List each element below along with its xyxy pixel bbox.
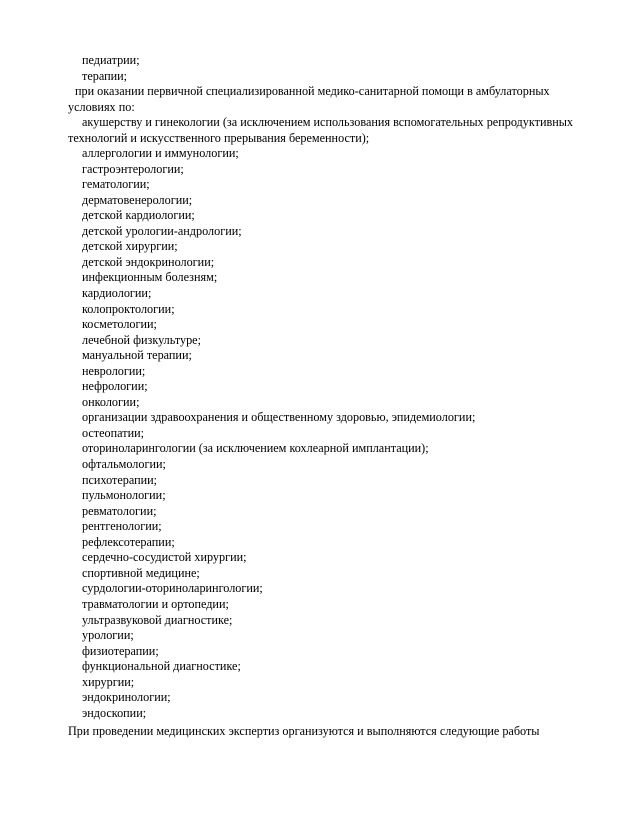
- list-item: аллергологии и иммунологии;: [82, 146, 239, 160]
- list-item: лечебной физкультуре;: [82, 332, 201, 347]
- list-item: физиотерапии;: [82, 643, 159, 658]
- list-item: дерматовенерологии;: [82, 192, 193, 207]
- list-item: детской хирургии;: [82, 239, 178, 254]
- list-item: рентгенологии;: [82, 519, 162, 534]
- section-intro-continued: условиях по:: [68, 100, 135, 114]
- list-item: инфекционным болезням;: [82, 270, 218, 285]
- list-item: кардиологии;: [82, 286, 152, 300]
- list-item: оториноларингологии (за исключением кохлеарной имплантации);: [82, 441, 429, 456]
- list-item: детской эндокринологии;: [82, 254, 215, 269]
- list-item: неврологии;: [82, 363, 146, 378]
- list-item: косметологии;: [82, 317, 157, 332]
- list-item: психотерапии;: [82, 472, 158, 487]
- list-item: сурдологии-оториноларингологии;: [82, 581, 263, 596]
- list-item: нефрологии;: [82, 379, 148, 394]
- list-item: гематологии;: [82, 177, 150, 192]
- list-item: урологии;: [82, 628, 134, 642]
- list-item: ревматологии;: [82, 503, 157, 518]
- list-item: акушерству и гинекологии (за исключением использования вспомогательных репродуктивных: [82, 115, 574, 129]
- list-item: функциональной диагностике;: [82, 659, 241, 674]
- text-line: педиатрии;: [82, 53, 140, 67]
- list-item: сердечно-сосудистой хирургии;: [82, 550, 247, 565]
- list-item: спортивной медицине;: [82, 565, 200, 580]
- list-item: гастроэнтерологии;: [82, 161, 184, 176]
- list-item: детской урологии-андрологии;: [82, 223, 242, 238]
- text-line: терапии;: [82, 69, 128, 83]
- list-item: травматологии и ортопедии;: [82, 597, 229, 611]
- list-item: онкологии;: [82, 394, 140, 409]
- list-item: рефлексотерапии;: [82, 534, 175, 549]
- section-intro: при оказании первичной специализированной медико-санитарной помощи в амбулаторных: [75, 84, 550, 98]
- list-item-continued: технологий и искусственного прерывания беременности);: [68, 131, 370, 145]
- list-item: организации здравоохранения и общественному здоровью, эпидемиологии;: [82, 410, 476, 425]
- list-item: эндокринологии;: [82, 690, 171, 705]
- list-item: хирургии;: [82, 674, 135, 689]
- list-item: мануальной терапии;: [82, 348, 192, 363]
- list-item: колопроктологии;: [82, 301, 175, 316]
- list-item: пульмонологии;: [82, 488, 166, 503]
- list-item: эндоскопии;: [82, 705, 147, 720]
- list-item: офтальмологии;: [82, 457, 166, 471]
- closing-paragraph: При проведении медицинских экспертиз организуются и выполняются следующие работы: [68, 724, 540, 738]
- list-item: ультразвуковой диагностике;: [82, 612, 233, 627]
- list-item: детской кардиологии;: [82, 208, 195, 223]
- list-item: остеопатии;: [82, 425, 145, 440]
